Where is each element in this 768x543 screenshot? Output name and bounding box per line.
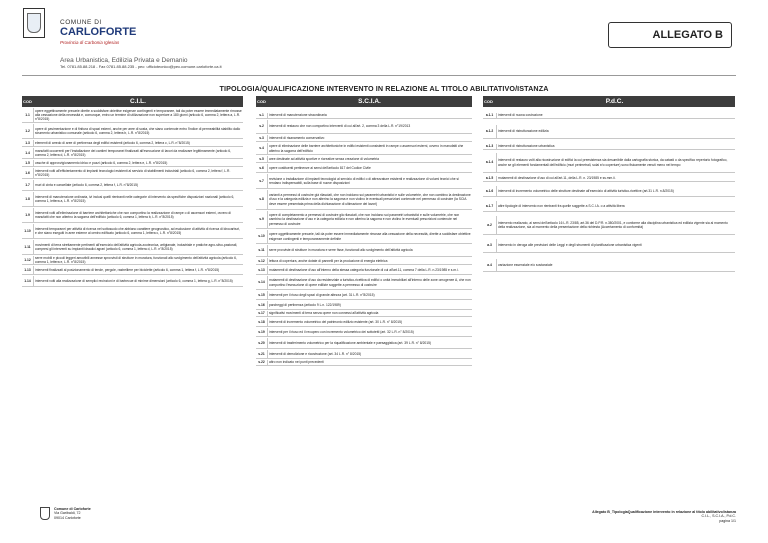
row-text: [268, 211, 472, 228]
row-text: [497, 153, 735, 172]
row-text: [268, 135, 472, 141]
row-text-content: lettura di copertura, anche dotate di pannelli per la produzione di energia elettrica: [269, 258, 388, 263]
table-row: [22, 224, 243, 239]
table-row: [256, 245, 472, 257]
row-code: 1.4: [22, 148, 34, 158]
pdc-rows: [483, 113, 735, 272]
row-code: s.11: [256, 245, 268, 256]
row-code: a.1.4: [483, 153, 497, 172]
row-text: [34, 266, 243, 274]
row-text-content: altro non indicato nei punti precedenti: [269, 360, 324, 365]
footer-doc-subtitle: C.I.L., S.C.I.A., P.d.C.: [701, 514, 736, 519]
row-code: a.4: [483, 259, 497, 271]
contact-info: Tel. 0781.85.88.218 - Fax 0781.85.88.235 - pec: ufficiotecnico@pec.comune.carloforte.ca.it: [60, 64, 222, 69]
table-row: [22, 160, 243, 167]
footer-page-number: pagina 1/1: [719, 518, 736, 523]
row-text: [34, 276, 243, 286]
row-text-content: interventi di risanamento conservativo: [269, 135, 325, 140]
row-text-content: interventi di incremento volumetrico delle strutture destinate all'esercizio di attività turistico-ricettive (art.31 L.R. n.8/2015): [498, 188, 674, 193]
row-text: [268, 174, 472, 188]
footer-address: [54, 507, 91, 520]
row-text-content: interventi di trasferimento volumetrico per la riqualificazione ambientale e paesaggistica (art. 39 L.R. n° 8/2015): [269, 340, 432, 345]
table-row: [256, 156, 472, 163]
row-text: [268, 311, 472, 316]
row-code: s.22: [256, 360, 268, 365]
row-text: [497, 186, 735, 196]
row-text: [34, 256, 243, 264]
row-text: [497, 259, 735, 271]
row-text: [34, 192, 243, 206]
row-text: [34, 168, 243, 178]
table-row: [256, 164, 472, 173]
table-row: [256, 230, 472, 244]
row-code: s.21: [256, 350, 268, 358]
row-text: [34, 124, 243, 138]
row-text-content: interventi di nuova costruzione: [498, 113, 543, 118]
pdc-header: [483, 96, 735, 107]
row-text-content: vasche di approvvigionamento idrico e pozzi (articolo 6, comma 2, lettera e, L.R. n°8/2015): [35, 160, 168, 165]
row-text-content: aree destinate ad attività sportive e ricreative senza creazione di volumetria: [269, 156, 379, 161]
row-text-content: parcheggi di pertinenza (articolo 9 L.n. 122/1989): [269, 302, 341, 307]
row-code: s.3: [256, 135, 268, 141]
row-code: s.20: [256, 338, 268, 348]
row-text: [497, 216, 735, 234]
department-name: Area Urbanistica, Edilizia Privata e Demanio: [60, 57, 188, 64]
table-row: [483, 216, 735, 235]
table-row: [483, 186, 735, 197]
row-code: s.4: [256, 143, 268, 154]
row-code: 1.8: [22, 192, 34, 206]
row-code: s.18: [256, 318, 268, 326]
row-text-content: intervento realizzato, ai sensi dell'articolo 16 L.R. 23/85, art.36 del D.P.R. n.380/2001, e conforme alla disciplina urbanistica ed edilizia vigente sia al momento della realizzazione, sia al momento della presentazione della richiesta (Accertamento di conformità): [498, 220, 728, 229]
cil-code-header: COD: [23, 99, 32, 104]
row-text: [497, 201, 735, 211]
row-text: [268, 291, 472, 299]
row-text-content: mutamenti di destinazione d'uso all'interno della stessa categoria funzionale di cui all'art.11, comma 7 della L.R. n.23/1985 e s.m.i.: [269, 267, 459, 272]
row-code: s.7: [256, 174, 268, 188]
row-text: [268, 328, 472, 336]
row-text-content: significativi movimenti di terra senza opere non connessi all'attività agricola: [269, 311, 379, 316]
row-text: [268, 301, 472, 309]
row-text: [268, 120, 472, 133]
row-text-content: interventi per il riuso degli spazi di grande altezza (art. 31 L.R. n°8/2015): [269, 292, 375, 297]
row-code: 1.2: [22, 124, 34, 138]
row-code: s.9: [256, 211, 268, 228]
row-text: [268, 360, 472, 365]
row-code: a.1.3: [483, 144, 497, 149]
table-row: [483, 153, 735, 173]
row-code: 1.3: [22, 140, 34, 146]
row-text-content: altre tipologie di intervento non rientranti fra quelle soggette a S.C.I.A. o a attività libera: [498, 203, 625, 208]
row-text-content: variazione essenziale e/o sostanziale: [498, 262, 553, 267]
table-row: [22, 168, 243, 179]
row-code: a.2: [483, 216, 497, 234]
row-code: s.14: [256, 276, 268, 289]
row-code: 1.11: [22, 240, 34, 254]
row-text-content: opere di eliminazione delle barriere architettoniche in edifici esistenti consistenti in rampe o ascensori esterni, ovvero in manufatti che alterino la sagoma dell'edificio: [269, 144, 464, 153]
row-text-content: opere oggettivamente precarie, tali da poter essere immediatamente rimosse alla cessazione della necessità, dirette a soddisfare obiettive esigenze contingenti e temporaneamente definite: [269, 232, 471, 241]
row-text-content: elementi di arredo di aree di pertinenza degli edifici esistenti (articolo 6, comma 2, lettera c, L.R. n°8/2015): [35, 140, 190, 145]
row-code: s.8: [256, 190, 268, 209]
table-row: [256, 311, 472, 317]
row-code: s.1: [256, 113, 268, 118]
province-name: Provincia di Carbonia Iglesias: [60, 40, 120, 45]
table-row: [256, 360, 472, 366]
row-text: [268, 258, 472, 264]
table-row: [22, 266, 243, 275]
table-row: [256, 211, 472, 229]
scia-header: [256, 96, 472, 107]
row-text-content: interventi di ristrutturazione edilizia: [498, 129, 549, 134]
scia-code-header: COD: [257, 99, 266, 104]
row-code: a.1.7: [483, 201, 497, 211]
row-code: 1.10: [22, 224, 34, 238]
row-text: [268, 338, 472, 348]
row-text: [34, 148, 243, 158]
row-text-content: interventi di incremento volumetrico del patrimonio edilizio esistente (art. 30 L.R. n° 8/2015): [269, 319, 403, 324]
table-row: [22, 192, 243, 207]
row-code: s.17: [256, 311, 268, 316]
table-row: [256, 258, 472, 265]
table-row: [22, 256, 243, 265]
table-row: [256, 338, 472, 349]
row-text-content: muri di cinta e cancellate (articolo 6, comma 2, lettera f, L.R. n°8/2015): [35, 182, 139, 187]
row-text-content: interventi di restauro volti alla ricostruzione di edifici la cui preesistenza sia desumibile dalla cartografia storica, da catasti o da specifico repertorio fotografico, anche se gli elementi fondamentali dell'edificio (muri perimetrali, solai e/o coperture) sono fisicamente venuti meno nel tempo: [498, 158, 728, 167]
row-text-content: opere costituenti pertinenze ai sensi dell'articolo 817 del Codice Civile: [269, 165, 371, 170]
row-text-content: interventi di manutenzione straordinaria: [269, 113, 327, 118]
table-row: [483, 144, 735, 150]
page-title: TIPOLOGIA/QUALIFICAZIONE INTERVENTO IN RELAZIONE AL TITOLO ABILITATIVO/ISTANZA: [219, 84, 549, 93]
row-text: [34, 240, 243, 254]
row-code: a.1.1: [483, 113, 497, 118]
cil-table: [22, 96, 243, 287]
row-text-content: interventi di demolizione e ricostruzione (art. 34 L.R. n° 8/2015): [269, 351, 362, 356]
table-row: [256, 318, 472, 327]
row-text: [268, 266, 472, 274]
row-text: [34, 208, 243, 222]
row-text: [268, 230, 472, 243]
row-code: s.5: [256, 156, 268, 162]
table-row: [256, 135, 472, 142]
table-row: [22, 124, 243, 139]
comune-label: COMUNE DI: [60, 19, 102, 26]
table-row: [256, 266, 472, 275]
table-row: [483, 176, 735, 182]
municipality-logo: [23, 8, 45, 38]
scia-rows: [256, 113, 472, 366]
table-row: [256, 276, 472, 290]
row-code: 1.5: [22, 160, 34, 166]
table-row: [256, 328, 472, 337]
row-text-content: varianti a permessi di costruire già rilasciati, che non incidano sui parametri urbanistici e sulle volumetrie, che non cambino la destinazione d'uso e la categoria edilizia e non alterino la sagoma e non violino le eventuali prescrizioni contenute nel permesso di costruire (la SCIA deve essere presentata prima della dichiarazione di ultimazione dei lavori): [269, 193, 471, 206]
row-text: [497, 176, 735, 181]
row-text-content: interventi di ristrutturazione urbanistica: [498, 144, 555, 149]
row-text-content: mutamenti di destinazione d'uso di cui all'art.11, della L.R. n. 23/1985 e ss.mm.ii.: [498, 176, 616, 181]
scia-table: [256, 96, 472, 366]
row-text: [34, 160, 243, 166]
table-row: [256, 143, 472, 155]
row-code: s.19: [256, 328, 268, 336]
row-text: [268, 156, 472, 162]
row-text-content: revisione o installazione di impianti tecnologici al servizio di edifici o di attrezzature esistenti e realizzazione di volumi tecnici che si rendano indispensabili, sulla base di nuove disposizioni: [269, 176, 459, 185]
table-row: [22, 140, 243, 147]
row-text: [497, 125, 735, 138]
footer-doc-info: [592, 510, 736, 523]
row-text: [268, 113, 472, 118]
row-text: [268, 164, 472, 172]
pdc-title: P.d.C.: [605, 98, 624, 105]
row-code: s.16: [256, 301, 268, 309]
table-row: [22, 240, 243, 255]
row-text: [268, 276, 472, 289]
row-code: a.1.5: [483, 176, 497, 181]
row-text: [268, 318, 472, 326]
table-row: [22, 108, 243, 123]
row-code: 1.6: [22, 168, 34, 178]
row-text: [34, 224, 243, 238]
row-text-content: interventi finalizzati al posizionamento di tende, pergole, rastrelliere per biciclette (articolo 6, comma 1, lettera f, L.R. n°8/2015): [35, 267, 220, 272]
table-row: [22, 180, 243, 191]
table-row: [256, 174, 472, 189]
table-row: [256, 113, 472, 119]
table-row: [483, 259, 735, 272]
row-code: 1.1: [22, 108, 34, 122]
row-text: [268, 190, 472, 209]
row-code: s.2: [256, 120, 268, 133]
pdc-code-header: COD: [484, 99, 493, 104]
cil-header: [22, 96, 243, 107]
pdc-table: [483, 96, 735, 272]
row-code: a.1.2: [483, 125, 497, 138]
row-text-content: opere di pavimentazione e di finitura di spazi esterni, anche per aree di sosta, che siano contenute entro l'indice di permeabilità stabilito dallo strumento urbanistico comunale (articolo 6, comma 2, lettera b, L.R. n°8/2015): [35, 126, 241, 135]
row-text: [34, 180, 243, 190]
footer-name: Comune di Carloforte: [54, 507, 91, 511]
table-row: [256, 190, 472, 210]
row-code: 1.14: [22, 276, 34, 286]
allegato-badge: ALLEGATO B: [608, 22, 732, 48]
header-divider: [22, 75, 736, 76]
row-code: s.6: [256, 164, 268, 172]
row-text: [268, 350, 472, 358]
row-text: [268, 143, 472, 154]
row-text-content: interventi volti alla realizzazione di semplici recinzioni e di barbecue di minime dimensioni (articolo 6, comma 1, lettera g, L.R. n°8/2015): [35, 278, 233, 283]
row-text-content: interventi temporanei per attività di ricerca nel sottosuolo che abbiano carattere geognostico, ad esclusione di attività di ricerca di idrocarburi, e che siano eseguiti in aree esterne al centro edificato (articolo 6, comma 1, lettera c, L.R. n°8/2015): [35, 226, 241, 235]
row-text-content: interventi per il riuso ed il recupero con incremento volumetrico dei sottotetti (art. 32 L.R. n° 8/2015): [269, 329, 414, 334]
table-row: [256, 301, 472, 310]
footer-city: 09014 Carloforte: [54, 515, 81, 520]
row-text-content: interventi di manutenzione ordinaria, ivi inclusi quelli rientranti nelle categorie di intervento da specifiche disposizioni nazionali (articolo 6, comma 1, lettera a, L.R. n°8/2015): [35, 194, 235, 203]
cil-rows: [22, 108, 243, 287]
table-row: [483, 113, 735, 119]
row-code: s.12: [256, 258, 268, 264]
row-text: [497, 144, 735, 149]
row-code: 1.9: [22, 208, 34, 222]
row-text: [497, 113, 735, 118]
row-code: s.13: [256, 266, 268, 274]
row-code: a.3: [483, 239, 497, 252]
row-code: s.10: [256, 230, 268, 243]
table-row: [256, 120, 472, 134]
footer-doc-title: Allegato B_TipologiaQualificazione intervento in relazione al titolo abilitativo/istanza: [592, 510, 736, 514]
table-row: [483, 239, 735, 253]
city-name: CARLOFORTE: [60, 26, 137, 38]
row-code: a.1.6: [483, 186, 497, 196]
row-text-content: movimenti di terra strettamente pertinenti all'esercizio dell'attività agricola-zootecnica, artigianale, industriale e pratiche agro-silvo-pastorali, compresi gli interventi su impianti idraulici agrari (articolo 6, comma 1, lettera d, L.R. n°8/2015): [35, 242, 238, 251]
row-text-content: opere eggettivamente precarie dirette a soddisfare obiettive esigenze contingenti e temporanee, tali da poter essere immediatamente rimosse alla cessazione della necessità e, comunque, entro un termine di utilizzazione non superiore a 180 giorni (articolo 6, comma 2, lettera a, L.R. n°8/2015): [35, 108, 242, 122]
scia-title: S.C.I.A.: [358, 98, 381, 105]
row-text-content: intervento in deroga alle previsioni delle Leggi e degli strumenti di pianificazione urbanistica vigenti: [498, 243, 642, 248]
row-text-content: serre provviste di strutture in muratura e serre fisse, funzionali allo svolgimento dell'attività agricola: [269, 248, 413, 253]
row-code: 1.13: [22, 266, 34, 274]
row-code: 1.12: [22, 256, 34, 264]
table-row: [22, 276, 243, 287]
row-text-content: manufatti occorrenti per l'installazione dei cantieri temporanei finalizzati all'esecuzione di lavori da realizzare legittimamente (articolo 6, comma 2, lettera d, L.R. n°8/2015): [35, 148, 232, 157]
table-row: [22, 208, 243, 223]
crest-icon: [27, 13, 41, 33]
table-row: [22, 148, 243, 159]
row-text: [497, 239, 735, 252]
row-text-content: mutamenti di destinazione d'uso da residenziale a turistico-ricettiva di edifici o unità immobiliari all'interno delle zone omogenee A, che non comportino l'esecuzione di opere edilizie soggette a permesso di costruire: [269, 278, 471, 287]
row-text: [34, 108, 243, 122]
footer-crest-icon: [40, 507, 50, 520]
row-code: s.15: [256, 291, 268, 299]
cil-title: C.I.L.: [130, 98, 146, 105]
row-text: [268, 245, 472, 256]
table-row: [256, 291, 472, 300]
row-code: 1.7: [22, 180, 34, 190]
row-text-content: serre mobili e piccoli leggeri amovibili annesse sprovvisti di strutture in muratura, funzionali allo svolgimento dell'attività agricola (articolo 6, comma 1, lettera e, L.R. n°8/2015): [35, 256, 237, 264]
table-row: [256, 350, 472, 359]
table-row: [483, 125, 735, 139]
table-row: [483, 201, 735, 212]
row-text-content: interventi volti all'eliminazione di barriere architettoniche che non comportino la realizzazione di rampe o di ascensori esterni, ovvero di manufatti che non alterino la sagoma dell'edificio (articolo 6, comma 1, lettera b, L.R. n°8/2015): [35, 210, 231, 219]
row-text-content: interventi di restauro che non comportino interventi di cui all'art. 2, comma 3 della L.R. n°19/2013: [269, 124, 411, 129]
footer-street: Via Garibaldi, 72: [54, 511, 81, 516]
row-text-content: interventi volti all'efficientamento di impianti tecnologici esistenti al servizio di stabilimenti industriali (articolo 6, comma 2, lettera f, L.R. n°8/2015): [35, 168, 231, 177]
row-text-content: opere di completamento a permessi di costruire già rilasciati, che non incidano sui parametri urbanistici e sulle volumetrie, che non cambino la destinazione d'uso e la categoria edilizia e non alterino la sagoma e non violino le eventuali prescrizioni contenute nel permesso di costruire: [269, 213, 460, 226]
row-text: [34, 140, 243, 146]
